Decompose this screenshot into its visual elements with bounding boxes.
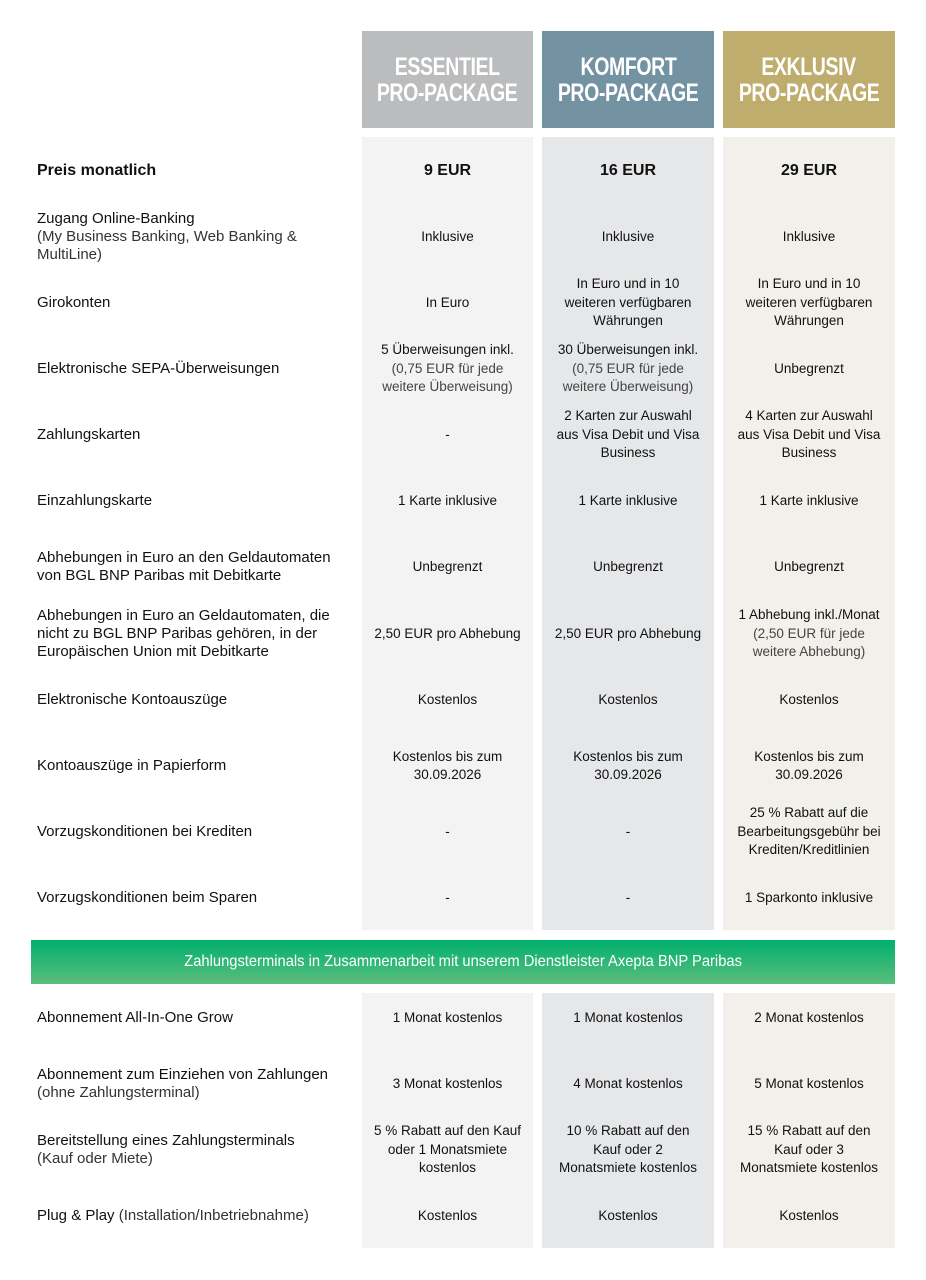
row-label-main: Einzahlungskarte xyxy=(37,492,153,509)
row-label-main: Girokonten xyxy=(37,294,111,311)
cell-text: Kostenlos bis zum 30.09.2026 xyxy=(754,748,864,782)
row-label xyxy=(37,204,357,270)
row-label-main: Vorzugskonditionen bei Krediten xyxy=(37,823,253,840)
table-row xyxy=(0,336,926,402)
exklusiv-value xyxy=(723,138,895,204)
komfort-value xyxy=(542,138,714,204)
exklusiv-value xyxy=(723,667,895,733)
cell-text: In Euro und in 10 weiteren verfügbaren Währungen xyxy=(745,276,873,329)
komfort-value xyxy=(542,468,714,534)
row-label-main: Abonnement All-In-One Grow xyxy=(37,1009,233,1026)
komfort-value xyxy=(542,865,714,931)
komfort-value xyxy=(542,336,714,402)
row-label-main: Bereitstellung eines Zahlungsterminals xyxy=(37,1132,295,1149)
table-row xyxy=(0,1051,926,1117)
cell-text: 1 Monat kostenlos xyxy=(392,1009,503,1025)
komfort-value xyxy=(542,1183,714,1249)
row-label xyxy=(37,1183,357,1249)
exklusiv-value xyxy=(723,204,895,270)
exklusiv-value xyxy=(723,270,895,336)
cell-text: 9 EUR xyxy=(423,161,472,179)
essentiel-value xyxy=(362,402,533,468)
package-type: PRO-PACKAGE xyxy=(738,78,880,107)
exklusiv-value xyxy=(723,402,895,468)
cell-text: Kostenlos xyxy=(779,691,839,707)
essentiel-value xyxy=(362,1051,533,1117)
cell-text: 29 EUR xyxy=(780,161,838,179)
row-label-main: Kontoauszüge in Papierform xyxy=(37,757,227,774)
cell-text: Inklusive xyxy=(421,228,474,244)
essentiel-value xyxy=(362,1183,533,1249)
exklusiv-value xyxy=(723,799,895,865)
cell-note: (2,50 EUR für jede weitere Abhebung) xyxy=(752,625,866,660)
row-label xyxy=(37,534,357,600)
table-row xyxy=(0,667,926,733)
cell-text: 16 EUR xyxy=(599,161,657,179)
row-label-main: Preis monatlich xyxy=(37,162,157,179)
table-row xyxy=(0,204,926,270)
package-type: PRO-PACKAGE xyxy=(377,78,518,107)
table-row xyxy=(0,534,926,600)
package-type: PRO-PACKAGE xyxy=(557,78,699,107)
essentiel-value xyxy=(362,667,533,733)
cell-text: - xyxy=(445,426,450,442)
cell-note: (0,75 EUR für jede weitere Überweisung) xyxy=(562,360,694,395)
cell-text: 1 Karte inklusive xyxy=(397,492,498,508)
cell-text: - xyxy=(625,823,631,839)
table-row xyxy=(0,468,926,534)
komfort-value xyxy=(542,534,714,600)
cell-text: In Euro und in 10 weiteren verfügbaren Währungen xyxy=(564,276,692,329)
package-name: KOMFORT xyxy=(580,52,676,81)
cell-text: Unbegrenzt xyxy=(774,558,844,574)
row-label xyxy=(37,1117,357,1183)
row-label xyxy=(37,601,357,667)
cell-text: 2 Karten zur Auswahl aus Visa Debit und Visa Business xyxy=(556,408,700,461)
cell-text: 5 Monat kostenlos xyxy=(754,1075,864,1091)
essentiel-value xyxy=(362,270,533,336)
row-label-note: (Kauf oder Miete) xyxy=(37,1150,153,1167)
row-label-main: Abhebungen in Euro an den Geldautomaten von BGL BNP Paribas mit Debitkarte xyxy=(37,549,331,584)
row-label xyxy=(37,138,357,204)
row-label-main: Abhebungen in Euro an Geldautomaten, die nicht zu BGL BNP Paribas gehören, in der Europäischen Union mit Debitkarte xyxy=(37,607,330,660)
row-label-note: (My Business Banking, Web Banking & MultiLine) xyxy=(37,228,297,263)
cell-text: 10 % Rabatt auf den Kauf oder 2 Monatsmiete kostenlos xyxy=(558,1123,698,1176)
cell-text: - xyxy=(445,889,450,905)
cell-text: 1 Karte inklusive xyxy=(759,492,859,508)
cell-text: Kostenlos xyxy=(779,1207,839,1223)
row-label xyxy=(37,402,357,468)
row-label-main: Plug & Play xyxy=(37,1207,115,1224)
komfort-value xyxy=(542,601,714,667)
table-row xyxy=(0,865,926,931)
exklusiv-value xyxy=(723,601,895,667)
cell-text: Unbegrenzt xyxy=(593,558,663,574)
package-header-exklusiv xyxy=(723,31,895,128)
cell-text: 4 Karten zur Auswahl aus Visa Debit und Visa Business xyxy=(737,408,881,461)
komfort-value xyxy=(542,799,714,865)
row-label-main: Vorzugskonditionen beim Sparen xyxy=(37,889,258,906)
package-header-komfort xyxy=(542,31,714,128)
cell-text: 2,50 EUR pro Abhebung xyxy=(374,625,521,641)
table-row xyxy=(0,1117,926,1183)
cell-text: 30 Überweisungen inkl. xyxy=(557,342,699,358)
essentiel-value xyxy=(362,1117,533,1183)
table-row xyxy=(0,270,926,336)
komfort-value xyxy=(542,667,714,733)
table-row xyxy=(0,601,926,667)
cell-text: Kostenlos xyxy=(598,691,658,707)
row-label xyxy=(37,468,357,534)
row-label xyxy=(37,799,357,865)
table-row xyxy=(0,733,926,799)
essentiel-value xyxy=(362,534,533,600)
exklusiv-value xyxy=(723,1183,895,1249)
row-label xyxy=(37,270,357,336)
row-label-main: Zugang Online-Banking xyxy=(37,210,195,227)
exklusiv-value xyxy=(723,468,895,534)
cell-text: 4 Monat kostenlos xyxy=(573,1075,683,1091)
cell-text: 5 Überweisungen inkl. xyxy=(381,342,514,358)
essentiel-value xyxy=(362,601,533,667)
essentiel-value xyxy=(362,204,533,270)
exklusiv-value xyxy=(723,1051,895,1117)
komfort-value xyxy=(542,402,714,468)
exklusiv-value xyxy=(723,1117,895,1183)
row-label-main: Elektronische SEPA-Überweisungen xyxy=(37,360,280,377)
package-name: EXKLUSIV xyxy=(761,52,857,81)
cell-text: 1 Karte inklusive xyxy=(578,492,678,508)
komfort-value xyxy=(542,270,714,336)
row-label xyxy=(37,865,357,931)
cell-text: Unbegrenzt xyxy=(774,360,844,376)
row-label-main: Elektronische Kontoauszüge xyxy=(37,691,228,708)
cell-text: 1 Monat kostenlos xyxy=(573,1009,683,1025)
essentiel-value xyxy=(362,865,533,931)
terminals-banner xyxy=(31,940,895,984)
row-label-main: Abonnement zum Einziehen von Zahlungen xyxy=(37,1066,329,1083)
table-row xyxy=(0,1183,926,1249)
exklusiv-value xyxy=(723,985,895,1051)
essentiel-value xyxy=(362,733,533,799)
essentiel-value xyxy=(362,336,533,402)
essentiel-value xyxy=(362,138,533,204)
komfort-value xyxy=(542,985,714,1051)
cell-text: 2,50 EUR pro Abhebung xyxy=(554,625,702,641)
essentiel-value xyxy=(362,985,533,1051)
cell-text: 2 Monat kostenlos xyxy=(754,1009,864,1025)
cell-text: Kostenlos bis zum 30.09.2026 xyxy=(392,748,503,782)
cell-text: Kostenlos bis zum 30.09.2026 xyxy=(573,748,683,782)
essentiel-value xyxy=(362,468,533,534)
cell-text: Unbegrenzt xyxy=(412,558,483,574)
cell-text: Kostenlos xyxy=(417,1207,478,1223)
essentiel-value xyxy=(362,799,533,865)
row-label xyxy=(37,985,357,1051)
cell-text: 1 Sparkonto inklusive xyxy=(744,889,874,905)
package-name: ESSENTIEL xyxy=(395,52,500,81)
cell-text: 1 Abhebung inkl./Monat xyxy=(738,607,880,623)
cell-text: 3 Monat kostenlos xyxy=(392,1075,503,1091)
komfort-value xyxy=(542,733,714,799)
row-label-note: (ohne Zahlungsterminal) xyxy=(37,1084,200,1101)
package-header-essentiel xyxy=(362,31,533,128)
cell-text: - xyxy=(625,889,631,905)
cell-text: Kostenlos xyxy=(598,1207,658,1223)
exklusiv-value xyxy=(723,336,895,402)
exklusiv-value xyxy=(723,534,895,600)
cell-text: - xyxy=(445,823,450,839)
row-label xyxy=(37,733,357,799)
cell-note: (0,75 EUR für jede weitere Überweisung) xyxy=(382,360,513,395)
table-row xyxy=(0,402,926,468)
table-row xyxy=(0,799,926,865)
cell-text: 5 % Rabatt auf den Kauf oder 1 Monatsmiete kostenlos xyxy=(373,1123,522,1176)
table-row xyxy=(0,138,926,204)
komfort-value xyxy=(542,204,714,270)
cell-text: Inklusive xyxy=(782,228,836,244)
cell-text: 25 % Rabatt auf die Bearbeitungsgebühr bei Krediten/Kreditlinien xyxy=(737,805,881,858)
row-label-main: Zahlungskarten xyxy=(37,426,141,443)
cell-text: 15 % Rabatt auf den Kauf oder 3 Monatsmiete kostenlos xyxy=(739,1123,879,1176)
banner-text: Zahlungsterminals in Zusammenarbeit mit unserem Dienstleister Axepta BNP Paribas xyxy=(184,953,742,970)
cell-text: In Euro xyxy=(425,294,470,310)
table-row xyxy=(0,985,926,1051)
row-label-note: (Installation/Inbetriebnahme) xyxy=(118,1207,309,1224)
exklusiv-value xyxy=(723,865,895,931)
cell-text: Kostenlos xyxy=(417,691,478,707)
row-label xyxy=(37,667,357,733)
cell-text: Inklusive xyxy=(601,228,655,244)
row-label xyxy=(37,336,357,402)
row-label xyxy=(37,1051,357,1117)
komfort-value xyxy=(542,1117,714,1183)
komfort-value xyxy=(542,1051,714,1117)
exklusiv-value xyxy=(723,733,895,799)
